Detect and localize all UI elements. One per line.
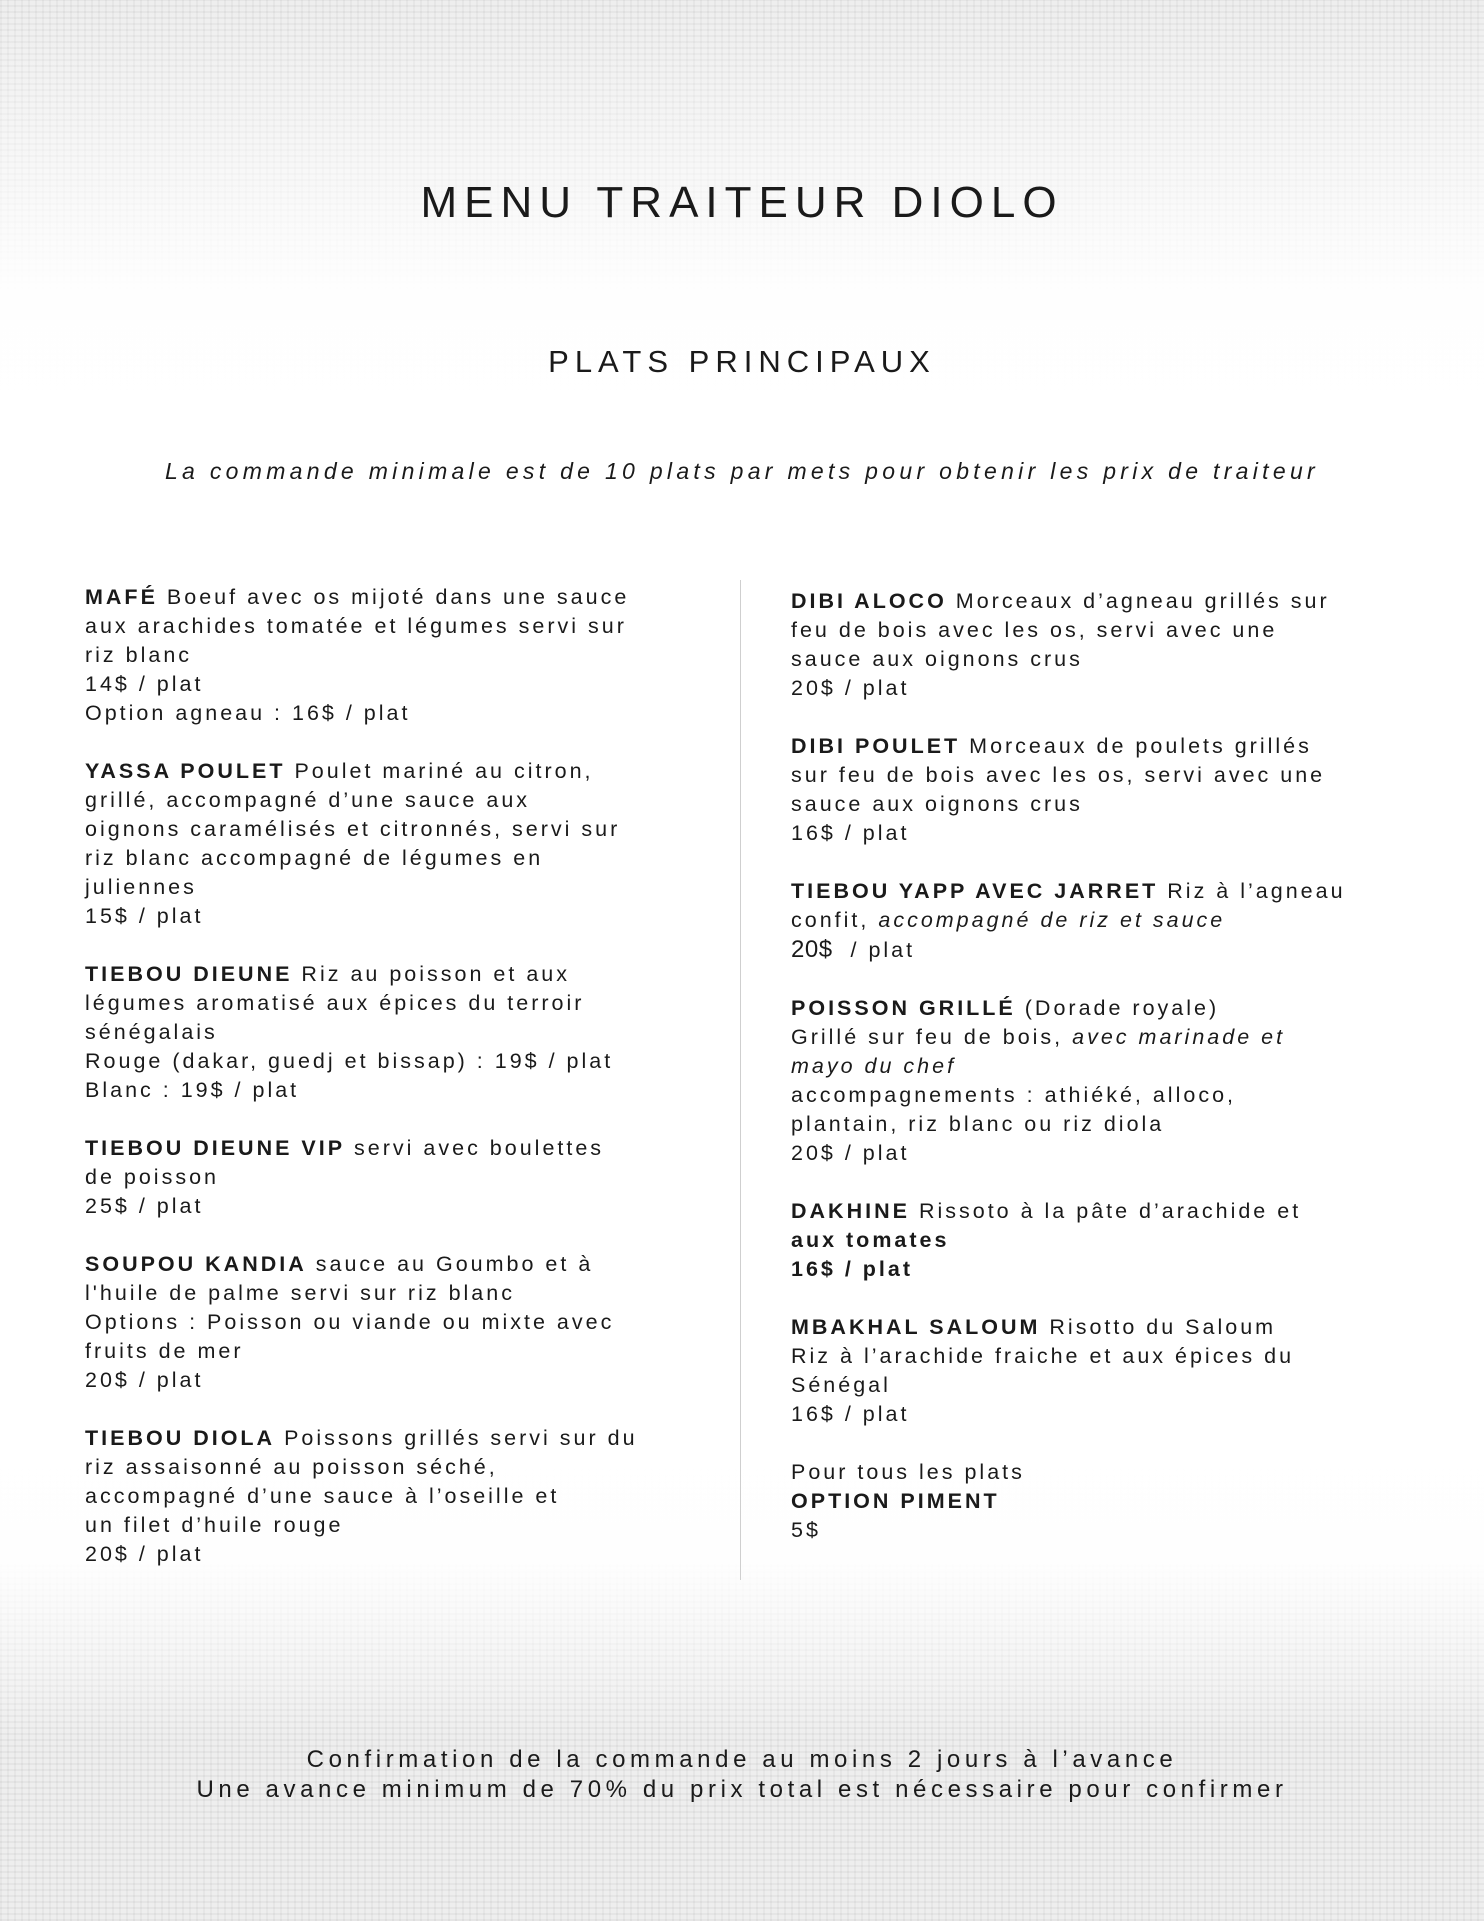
menu-item-tiebou-dieune-vip [85, 1134, 725, 1221]
menu-item-soupou-kandia [85, 1250, 725, 1395]
dish-price-unit: / plat [850, 938, 916, 962]
option-price: 5$ [791, 1518, 821, 1542]
dish-description: Riz au poisson et aux [301, 962, 570, 986]
dish-name: DAKHINE [791, 1199, 910, 1223]
dish-name: TIEBOU DIEUNE VIP [85, 1136, 346, 1160]
dish-name: POISSON GRILLÉ [791, 996, 1016, 1020]
dish-name: TIEBOU DIOLA [85, 1426, 276, 1450]
dish-description: Morceaux d’agneau grillés sur [955, 589, 1330, 613]
dish-options: fruits de mer [85, 1339, 244, 1363]
dish-description: sauce aux oignons crus [791, 647, 1083, 671]
dish-description: grillé, accompagné d’une sauce aux [85, 788, 531, 812]
dish-description: confit, [791, 908, 870, 932]
menu-item-poisson-grille [791, 994, 1431, 1168]
dish-description: Riz à l’arachide fraiche et aux épices du [791, 1344, 1295, 1368]
dish-name: TIEBOU YAPP AVEC JARRET [791, 879, 1159, 903]
dish-description: aux arachides tomatée et légumes servi sur [85, 614, 627, 638]
dish-options: Options : Poisson ou viande ou mixte avec [85, 1310, 615, 1334]
option-intro: Pour tous les plats [791, 1460, 1025, 1484]
dish-description: accompagné d’une sauce à l’oseille et [85, 1484, 560, 1508]
page-title: MENU TRAITEUR DIOLO [420, 178, 1064, 227]
dish-description: Poulet mariné au citron, [294, 759, 594, 783]
dish-price: 15$ / plat [85, 904, 204, 928]
dish-price: 20$ / plat [791, 676, 910, 700]
dish-description: un filet d’huile rouge [85, 1513, 344, 1537]
menu-item-mbakhal-saloum [791, 1313, 1431, 1429]
dish-description: juliennes [85, 875, 197, 899]
dish-description: Risotto du Saloum [1049, 1315, 1277, 1339]
menu-item-tiebou-dieune [85, 960, 725, 1105]
dish-description: riz assaisonné au poisson séché, [85, 1455, 498, 1479]
dish-price: 20$ / plat [791, 1141, 910, 1165]
dish-price-value: 20$ [791, 936, 833, 963]
dish-description: légumes aromatisé aux épices du terroir [85, 991, 585, 1015]
dish-description: riz blanc [85, 643, 193, 667]
column-divider [740, 580, 741, 1580]
footer-notes [0, 1745, 1484, 1805]
dish-description: Boeuf avec os mijoté dans une sauce [166, 585, 630, 609]
dish-description: Grillé sur feu de bois, [791, 1025, 1064, 1049]
menu-item-dakhine [791, 1197, 1431, 1284]
dish-name: SOUPOU KANDIA [85, 1252, 307, 1276]
dish-description: servi avec boulettes [354, 1136, 605, 1160]
menu-item-dibi-aloco [791, 587, 1431, 703]
dish-description: sauce au Goumbo et à [315, 1252, 594, 1276]
menu-item-dibi-poulet [791, 732, 1431, 848]
dish-description: sénégalais [85, 1020, 218, 1044]
footer-deposit-note: Une avance minimum de 70% du prix total est nécessaire pour confirmer [196, 1776, 1288, 1803]
dish-description-italic: mayo du chef [791, 1054, 957, 1078]
dish-price: 20$ / plat [85, 1542, 204, 1566]
dish-name: MBAKHAL SALOUM [791, 1315, 1041, 1339]
dish-price-blanc: Blanc : 19$ / plat [85, 1078, 300, 1102]
dish-description: riz blanc accompagné de légumes en [85, 846, 544, 870]
dish-price-rouge: Rouge (dakar, guedj et bissap) : 19$ / plat [85, 1049, 614, 1073]
dish-name: YASSA POULET [85, 759, 286, 783]
dish-name: MAFÉ [85, 585, 158, 609]
dish-price: 25$ / plat [85, 1194, 204, 1218]
dish-description: Rissoto à la pâte d’arachide et [918, 1199, 1302, 1223]
dish-description: oignons caramélisés et citronnés, servi sur [85, 817, 621, 841]
dish-description: Riz à l’agneau [1167, 879, 1346, 903]
menu-item-mafe [85, 583, 725, 728]
dish-sides: plantain, riz blanc ou riz diola [791, 1112, 1165, 1136]
dish-description: de poisson [85, 1165, 219, 1189]
dish-option-price: Option agneau : 16$ / plat [85, 701, 411, 725]
dish-description: Poissons grillés servi sur du [284, 1426, 638, 1450]
option-name: OPTION PIMENT [791, 1489, 1000, 1513]
dish-price: 20$ / plat [85, 1368, 204, 1392]
dish-description-italic: avec marinade et [1072, 1025, 1286, 1049]
dish-description: aux tomates [791, 1228, 950, 1252]
dish-description: sauce aux oignons crus [791, 792, 1083, 816]
dish-sides: accompagnements : athiéké, alloco, [791, 1083, 1237, 1107]
dish-name: DIBI ALOCO [791, 589, 947, 613]
menu-column-right [791, 587, 1431, 1574]
dish-description: l'huile de palme servi sur riz blanc [85, 1281, 515, 1305]
dish-description: feu de bois avec les os, servi avec une [791, 618, 1278, 642]
menu-item-tiebou-yapp [791, 877, 1431, 965]
menu-column-left [85, 583, 725, 1598]
dish-name: TIEBOU DIEUNE [85, 962, 293, 986]
dish-price: 16$ / plat [791, 821, 910, 845]
dish-price: 16$ / plat [791, 1402, 910, 1426]
minimum-order-notice: La commande minimale est de 10 plats par mets pour obtenir les prix de traiteur [164, 458, 1320, 484]
footer-confirmation-note: Confirmation de la commande au moins 2 jours à l’avance [306, 1746, 1178, 1773]
section-title: PLATS PRINCIPAUX [548, 344, 936, 379]
dish-description: sur feu de bois avec les os, servi avec une [791, 763, 1326, 787]
menu-item-yassa-poulet [85, 757, 725, 931]
menu-item-option-piment [791, 1458, 1431, 1545]
menu-item-tiebou-diola [85, 1424, 725, 1569]
dish-name-note: (Dorade royale) [1024, 996, 1220, 1020]
dish-description-italic: accompagné de riz et sauce [878, 908, 1226, 932]
dish-price: 14$ / plat [85, 672, 204, 696]
dish-description: Morceaux de poulets grillés [969, 734, 1312, 758]
dish-description: Sénégal [791, 1373, 891, 1397]
dish-name: DIBI POULET [791, 734, 961, 758]
dish-price: 16$ / plat [791, 1257, 914, 1281]
